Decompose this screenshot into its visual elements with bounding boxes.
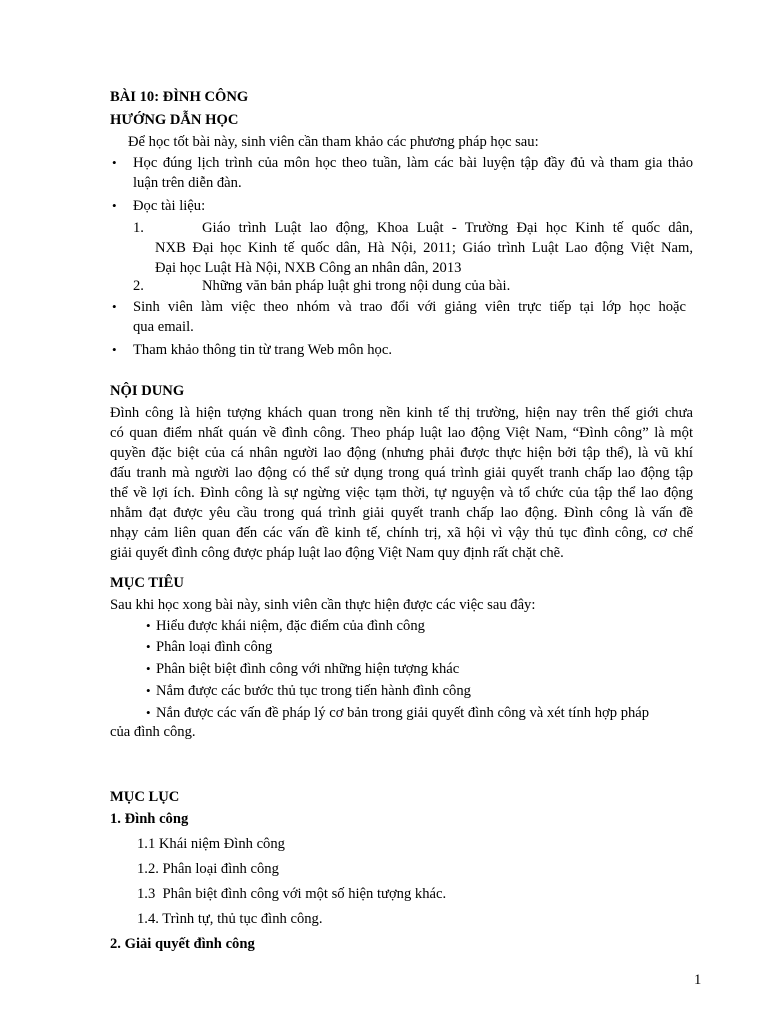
bullet-icon: • <box>146 705 151 720</box>
reference-1-line-2: NXB Đại học Kinh tế quốc dân, Hà Nội, 2011; Giáo trình Luật Lao động Việt Nam, <box>155 240 693 256</box>
bullet-icon: • <box>146 683 151 698</box>
toc-heading: MỤC LỤC <box>110 789 180 805</box>
objectives-intro: Sau khi học xong bài này, sinh viên cần thực hiện được các việc sau đây: <box>110 597 536 613</box>
study-item-3-line-1: Sinh viên làm việc theo nhóm và trao đổi với giảng viên trực tiếp tại lớp học hoặc <box>133 299 686 315</box>
toc-subsection-1-1: 1.1 Khái niệm Đình công <box>137 836 285 852</box>
content-line-5: thể về lợi ích. Đình công là sự ngừng việc tạm thời, tự nguyện và tổ chức của tập thể lao động <box>110 485 693 501</box>
content-line-8: giải quyết đình công được pháp luật lao động Việt Nam quy định rất chặt chẽ. <box>110 545 564 561</box>
study-item-1-line-1: Học đúng lịch trình của môn học theo tuần, làm các bài luyện tập đầy đủ và tham gia thảo <box>133 155 693 171</box>
objective-item-3: Phân biệt biệt đình công với những hiện tượng khác <box>156 661 460 677</box>
toc-subsection-1-2: 1.2. Phân loại đình công <box>137 861 279 877</box>
toc-subsection-1-4: 1.4. Trình tự, thủ tục đình công. <box>137 911 323 927</box>
bullet-icon: • <box>146 618 151 633</box>
reference-1-line-3: Đại học Luật Hà Nội, NXB Công an nhân dân, 2013 <box>155 260 462 276</box>
content-line-2: có quan điểm nhất quán về đình công. Theo pháp luật lao động Việt Nam, “Đình công” là một <box>110 425 693 441</box>
toc-section-2: 2. Giải quyết đình công <box>110 936 255 952</box>
objective-item-2: Phân loại đình công <box>156 639 273 655</box>
lesson-title: BÀI 10: ĐÌNH CÔNG <box>110 89 249 105</box>
bullet-icon: • <box>112 342 117 357</box>
objective-item-4: Nắm được các bước thủ tục trong tiến hành đình công <box>156 683 471 699</box>
study-item-1-line-2: luận trên diễn đàn. <box>133 175 242 191</box>
content-line-7: nhạy cảm liên quan đến các vấn đề kinh tế, chính trị, xã hội vì vậy thủ tục đình công, cơ chế <box>110 525 693 541</box>
bullet-icon: • <box>112 198 117 213</box>
toc-section-1: 1. Đình công <box>110 811 189 827</box>
content-heading: NỘI DUNG <box>110 383 185 399</box>
content-line-4: đấu tranh mà người lao động có thể sử dụng trong quá trình giải quyết tranh chấp lao động tập <box>110 465 693 481</box>
reference-1-number: 1. <box>133 220 144 236</box>
study-item-2: Đọc tài liệu: <box>133 198 206 214</box>
study-guide-heading: HƯỚNG DẪN HỌC <box>110 112 239 128</box>
toc-subsection-1-3: 1.3 Phân biệt đình công với một số hiện tượng khác. <box>137 886 447 902</box>
bullet-icon: • <box>146 639 151 654</box>
objective-item-5: Nắn được các vấn đề pháp lý cơ bản trong giải quyết đình công và xét tính hợp pháp <box>156 705 650 721</box>
reference-2-number: 2. <box>133 278 144 294</box>
content-line-6: nhằm đạt được yêu cầu trong quá trình giải quyết tranh chấp lao động. Đình công là vấn đề <box>110 505 693 521</box>
content-line-3: quyền đặc biệt của cá nhân người lao động (nhưng phải được thực hiện bởi tập thể), là vũ khí <box>110 445 693 461</box>
bullet-icon: • <box>112 299 117 314</box>
reference-1-line-1: Giáo trình Luật lao động, Khoa Luật - Trường Đại học Kinh tế quốc dân, <box>202 220 693 236</box>
content-line-1: Đình công là hiện tượng khách quan trong nền kinh tế thị trường, hiện nay trên thế giới chưa <box>110 405 693 421</box>
study-item-3-line-2: qua email. <box>133 319 194 335</box>
bullet-icon: • <box>112 155 117 170</box>
objectives-heading: MỤC TIÊU <box>110 575 184 591</box>
reference-2-line-1: Những văn bản pháp luật ghi trong nội dung của bài. <box>202 278 511 294</box>
objective-item-1: Hiểu được khái niệm, đặc điểm của đình công <box>156 618 425 634</box>
objective-item-5-line-2: của đình công. <box>110 724 196 740</box>
study-guide-intro: Để học tốt bài này, sinh viên cần tham khảo các phương pháp học sau: <box>128 134 539 150</box>
study-item-4: Tham khảo thông tin từ trang Web môn học. <box>133 342 392 358</box>
bullet-icon: • <box>146 661 151 676</box>
page-number: 1 <box>694 972 702 988</box>
